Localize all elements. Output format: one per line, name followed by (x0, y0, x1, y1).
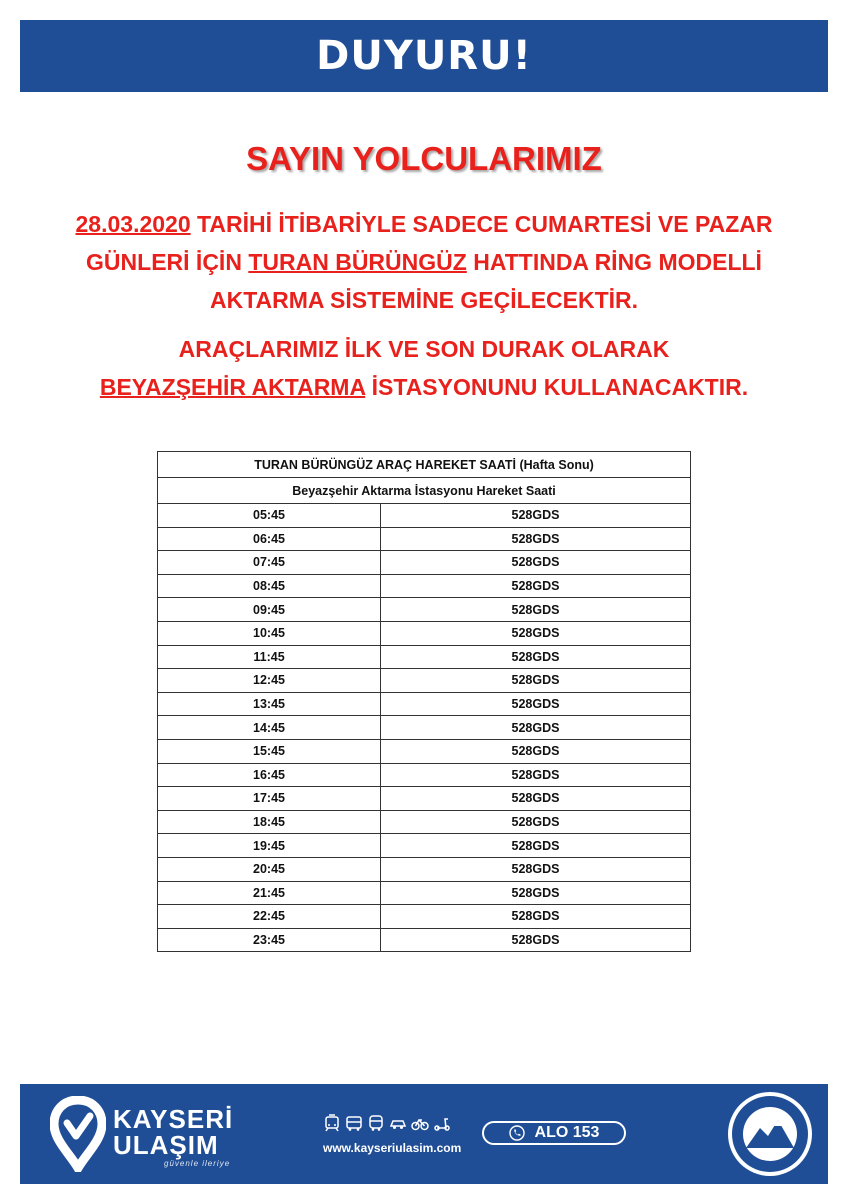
departure-time: 13:45 (158, 692, 381, 716)
schedule-row (158, 928, 691, 952)
scooter-icon (433, 1114, 451, 1132)
notice-line-name: TURAN BÜRÜNGÜZ (248, 249, 467, 275)
departure-time: 08:45 (158, 574, 381, 598)
phone-hotline[interactable] (482, 1121, 626, 1145)
schedule-row (158, 905, 691, 929)
phone-icon (509, 1125, 525, 1141)
schedule-row (158, 739, 691, 763)
departure-time: 19:45 (158, 834, 381, 858)
schedule-title: TURAN BÜRÜNGÜZ ARAÇ HAREKET SAATİ (Hafta Sonu) (158, 452, 691, 478)
schedule-table (157, 451, 691, 952)
departure-time: 05:45 (158, 504, 381, 528)
vehicle-code: 528GDS (381, 551, 691, 575)
schedule-row (158, 810, 691, 834)
schedule-row (158, 857, 691, 881)
departure-time: 23:45 (158, 928, 381, 952)
brand-name-line1: KAYSERİ (113, 1104, 234, 1134)
vehicle-code: 528GDS (381, 527, 691, 551)
schedule-row (158, 504, 691, 528)
schedule-row (158, 621, 691, 645)
vehicle-code: 528GDS (381, 621, 691, 645)
schedule-row (158, 551, 691, 575)
car-icon (389, 1114, 407, 1132)
stop-notice-text-1: ARAÇLARIMIZ İLK VE SON DURAK OLARAK (178, 336, 670, 362)
notice-text-2: HATTINDA RİNG MODELLİ AKTARMA SİSTEMİNE GEÇİLECEKTİR. (209, 249, 762, 313)
vehicle-code: 528GDS (381, 834, 691, 858)
vehicle-code: 528GDS (381, 716, 691, 740)
stop-notice-text-2: İSTASYONUNU KULLANACAKTIR. (365, 374, 749, 400)
stop-notice-station: BEYAZŞEHİR AKTARMA (99, 374, 366, 400)
vehicle-code: 528GDS (381, 645, 691, 669)
vehicle-code: 528GDS (381, 669, 691, 693)
notice-paragraph (40, 205, 808, 319)
departure-time: 12:45 (158, 669, 381, 693)
vehicle-code: 528GDS (381, 692, 691, 716)
transport-icons (323, 1114, 451, 1132)
vehicle-code: 528GDS (381, 574, 691, 598)
vehicle-code: 528GDS (381, 598, 691, 622)
departure-time: 14:45 (158, 716, 381, 740)
brand-slogan: güvenle ileriye (164, 1159, 231, 1168)
schedule-row (158, 881, 691, 905)
departure-time: 17:45 (158, 787, 381, 811)
brand-name-line2: ULAŞIM (113, 1130, 219, 1160)
schedule-row (158, 598, 691, 622)
departure-time: 07:45 (158, 551, 381, 575)
bicycle-icon (411, 1114, 429, 1132)
departure-time: 16:45 (158, 763, 381, 787)
departure-time: 11:45 (158, 645, 381, 669)
departure-time: 06:45 (158, 527, 381, 551)
schedule-row (158, 763, 691, 787)
vehicle-code: 528GDS (381, 810, 691, 834)
notice-text-1: TARİHİ İTİBARİYLE SADECE CUMARTESİ VE PAZAR GÜNLERİ İÇİN (86, 211, 773, 275)
schedule-row (158, 574, 691, 598)
vehicle-code: 528GDS (381, 905, 691, 929)
vehicle-code: 528GDS (381, 739, 691, 763)
notice-date: 28.03.2020 (75, 211, 191, 237)
vehicle-code: 528GDS (381, 881, 691, 905)
greeting-heading: SAYIN YOLCULARIMIZ (246, 140, 602, 177)
schedule-subtitle: Beyazşehir Aktarma İstasyonu Hareket Saati (158, 478, 691, 504)
schedule-row (158, 645, 691, 669)
announcement-header (20, 20, 828, 92)
departure-time: 20:45 (158, 857, 381, 881)
departure-time: 09:45 (158, 598, 381, 622)
departure-time: 21:45 (158, 881, 381, 905)
minibus-icon (367, 1114, 385, 1132)
vehicle-code: 528GDS (381, 928, 691, 952)
schedule-row (158, 669, 691, 693)
departure-time: 22:45 (158, 905, 381, 929)
departure-time: 15:45 (158, 739, 381, 763)
vehicle-code: 528GDS (381, 763, 691, 787)
bus-icon (345, 1114, 363, 1132)
location-pin-logo-icon (50, 1096, 106, 1172)
schedule-row (158, 527, 691, 551)
vehicle-code: 528GDS (381, 787, 691, 811)
vehicle-code: 528GDS (381, 857, 691, 881)
departure-time: 18:45 (158, 810, 381, 834)
vehicle-code: 528GDS (381, 504, 691, 528)
header-title: DUYURU! (316, 33, 532, 79)
tram-icon (323, 1114, 341, 1132)
phone-number: ALO 153 (534, 1124, 600, 1141)
schedule-row (158, 834, 691, 858)
schedule-row (158, 787, 691, 811)
departure-time: 10:45 (158, 621, 381, 645)
footer-bar (20, 1084, 828, 1184)
website-link[interactable]: www.kayseriulasim.com (323, 1141, 462, 1155)
schedule-row (158, 692, 691, 716)
schedule-row (158, 716, 691, 740)
stop-notice-paragraph (40, 330, 808, 406)
municipality-seal-icon (726, 1090, 814, 1178)
